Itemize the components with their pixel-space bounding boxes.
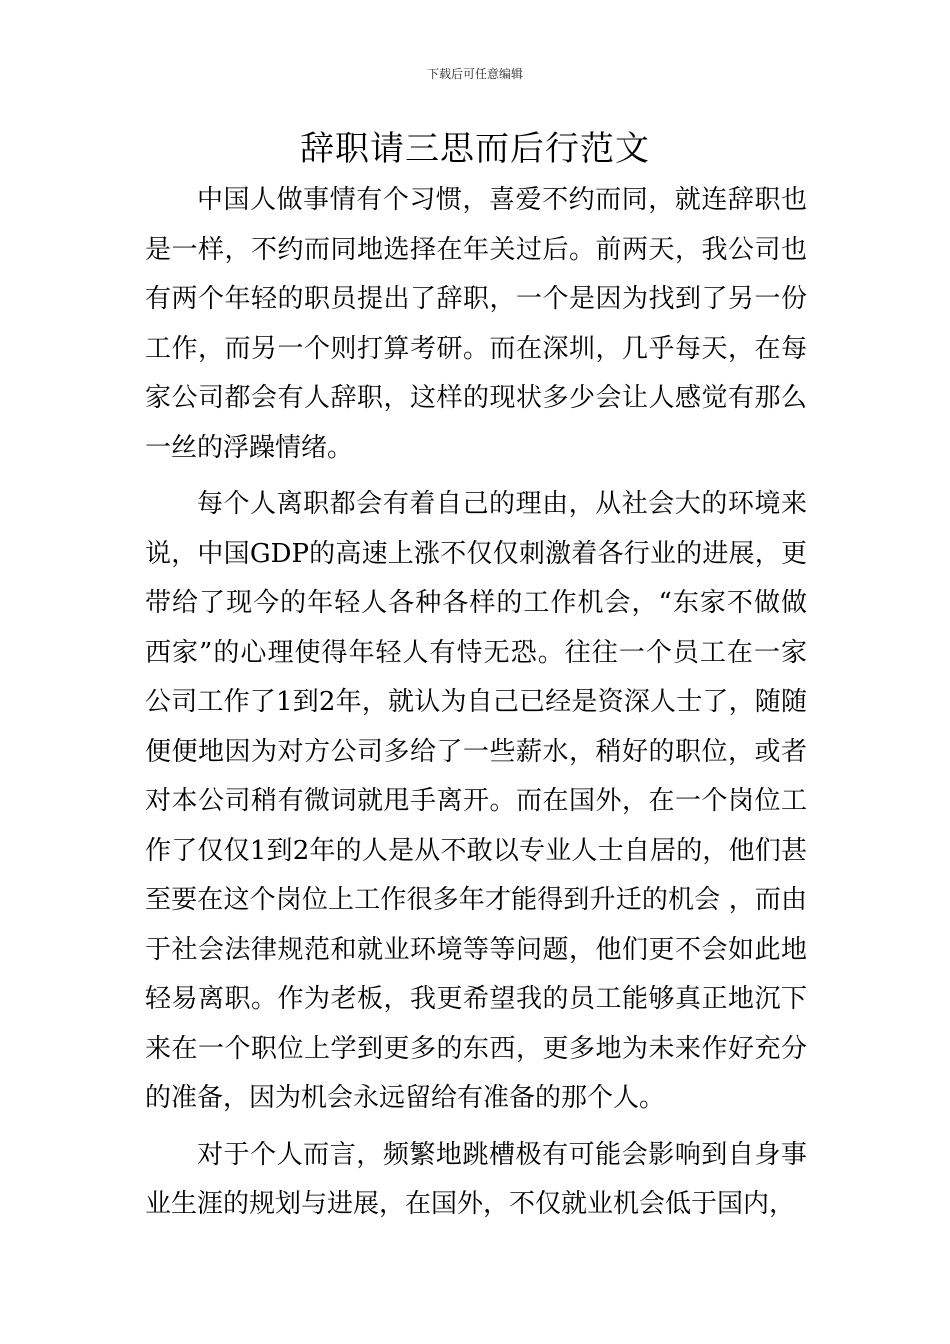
paragraph-1: 中国人做事情有个习惯，喜爱不约而同，就连辞职也是一样，不约而同地选择在年关过后。前两天，我公司也有两个年轻的职员提出了辞职，一个是因为找到了另一份工作，而另一个则打算考研。而在深圳，几乎每天，在每家公司都会有人辞职，这样的现状多少会让人感觉有那么一丝的浮躁情绪。 [145, 185, 807, 463]
header-note: 下载后可任意编辑 [426, 67, 523, 81]
paragraph-2: 每个人离职都会有着自己的理由，从社会大的环境来说，中国GDP的高速上涨不仅仅刺激着各行业的进展，更带给了现今的年轻人各种各样的工作机会，“东家不做做西家”的心理使得年轻人有恃无恐。往往一个员工在一家公司工作了1到2年，就认为自己已经是资深人士了，随随便便地因为对方公司多给了一些薪水，稍好的职位，或者对本公司稍有微词就甩手离开。而在国外，在一个岗位工作了仅仅1到2年的人是从不敢以专业人士自居的，他们甚至要在这个岗位上工作很多年才能得到升迁的机会 ，而由于社会法律规范和就业环境等等问题，他们更不会如此地轻易离职。作为老板，我更希望我的员工能够真正地沉下来在一个职位上学到更多的东西，更多地为未来作好充分的准备，因为机会永远留给有准备的那个人。 [145, 489, 807, 1113]
paragraph-3: 对于个人而言，频繁地跳槽极有可能会影响到自身事业生涯的规划与进展，在国外，不仅就业机会低于国内， [145, 1139, 807, 1219]
document-body [145, 176, 807, 1230]
document-title: 辞职请三思而后行范文 [300, 129, 650, 169]
